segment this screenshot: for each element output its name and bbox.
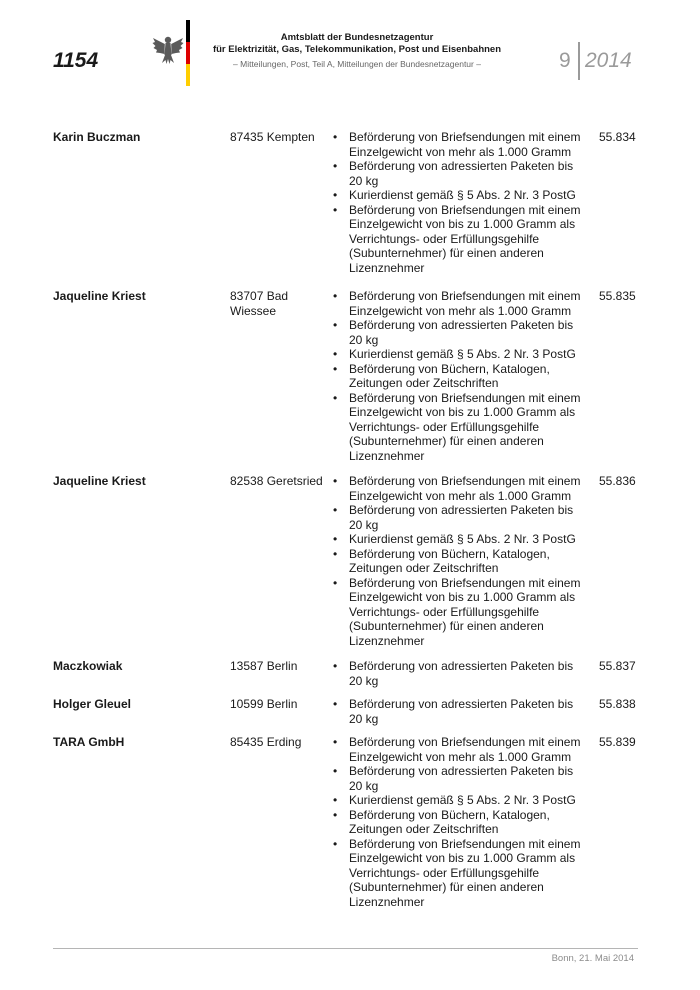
bullet-icon: • bbox=[333, 836, 338, 851]
service-text: Beförderung von adressierten Paketen bis 20 kg bbox=[349, 659, 574, 688]
license-number: 55.834 bbox=[599, 130, 636, 144]
service-text: Beförderung von Briefsendungen mit einem Einzelgewicht von mehr als 1.000 Gramm bbox=[349, 130, 581, 159]
service-text: Kurierdienst gemäß § 5 Abs. 2 Nr. 3 PostG bbox=[349, 532, 576, 546]
bullet-icon: • bbox=[333, 793, 338, 807]
licensee-list bbox=[53, 130, 638, 919]
service-item bbox=[333, 474, 588, 503]
service-text: Beförderung von Briefsendungen mit einem Einzelgewicht von mehr als 1.000 Gramm bbox=[349, 289, 581, 318]
licensee-entry bbox=[53, 474, 638, 648]
bullet-icon: • bbox=[333, 318, 338, 332]
licensee-name: Jaqueline Kriest bbox=[53, 289, 146, 303]
service-item bbox=[333, 764, 588, 793]
service-text: Beförderung von Briefsendungen mit einem Einzelgewicht von bis zu 1.000 Gramm als Verrichtungs- oder Erfüllungsgehilfe (Subunternehmer) für einen anderen Lizenznehmer bbox=[349, 202, 581, 275]
bullet-icon: • bbox=[333, 361, 338, 376]
licensee-name: TARA GmbH bbox=[53, 735, 125, 749]
licensee-entry bbox=[53, 697, 638, 726]
service-list bbox=[333, 697, 588, 726]
flag-stripe-red bbox=[186, 42, 190, 64]
service-item bbox=[333, 362, 588, 391]
bullet-icon: • bbox=[333, 474, 338, 488]
bullet-icon: • bbox=[333, 807, 338, 822]
publication-subtitle: – Mitteilungen, Post, Teil A, Mitteilungen der Bundesnetzagentur – bbox=[233, 59, 481, 69]
licensee-entry bbox=[53, 735, 638, 909]
bullet-icon: • bbox=[333, 764, 338, 778]
licensee-place: 13587 Berlin bbox=[230, 659, 298, 673]
service-item bbox=[333, 391, 588, 464]
service-text: Beförderung von Briefsendungen mit einem Einzelgewicht von bis zu 1.000 Gramm als Verrichtungs- oder Erfüllungsgehilfe (Subunternehmer) für einen anderen Lizenznehmer bbox=[349, 390, 581, 463]
service-list bbox=[333, 659, 588, 688]
service-item bbox=[333, 697, 588, 726]
licensee-place: 83707 Bad Wiessee bbox=[230, 289, 289, 318]
bullet-icon: • bbox=[333, 575, 338, 590]
licensee-name: Jaqueline Kriest bbox=[53, 474, 146, 488]
bullet-icon: • bbox=[333, 130, 338, 144]
publication-title-line2: für Elektrizität, Gas, Telekommunikation, Post und Eisenbahnen bbox=[212, 43, 502, 55]
service-text: Kurierdienst gemäß § 5 Abs. 2 Nr. 3 PostG bbox=[349, 793, 576, 807]
service-text: Beförderung von adressierten Paketen bis 20 kg bbox=[349, 159, 574, 188]
service-text: Beförderung von Briefsendungen mit einem Einzelgewicht von mehr als 1.000 Gramm bbox=[349, 735, 581, 764]
footer-rule bbox=[53, 948, 638, 949]
licensee-place: 10599 Berlin bbox=[230, 697, 298, 711]
licensee-entry bbox=[53, 659, 638, 688]
license-number: 55.838 bbox=[599, 697, 636, 711]
service-item bbox=[333, 532, 588, 547]
licensee-entry bbox=[53, 130, 638, 275]
bullet-icon: • bbox=[333, 503, 338, 517]
issue-separator bbox=[578, 42, 580, 80]
license-number: 55.837 bbox=[599, 659, 636, 673]
service-item bbox=[333, 503, 588, 532]
service-item bbox=[333, 659, 588, 688]
service-item bbox=[333, 735, 588, 764]
service-text: Beförderung von adressierten Paketen bis 20 kg bbox=[349, 318, 574, 347]
page-number: 1154 bbox=[53, 49, 99, 72]
service-item bbox=[333, 347, 588, 362]
licensee-entry bbox=[53, 289, 638, 463]
service-item bbox=[333, 808, 588, 837]
bullet-icon: • bbox=[333, 289, 338, 303]
issue-number: 9 bbox=[559, 49, 571, 72]
license-number: 55.839 bbox=[599, 735, 636, 749]
service-list bbox=[333, 735, 588, 909]
service-item bbox=[333, 318, 588, 347]
service-text: Kurierdienst gemäß § 5 Abs. 2 Nr. 3 PostG bbox=[349, 188, 576, 202]
bullet-icon: • bbox=[333, 532, 338, 546]
service-item bbox=[333, 289, 588, 318]
licensee-place: 82538 Geretsried bbox=[230, 474, 323, 488]
bullet-icon: • bbox=[333, 159, 338, 173]
service-item bbox=[333, 203, 588, 276]
service-text: Beförderung von Büchern, Katalogen, Zeitungen oder Zeitschriften bbox=[349, 546, 550, 575]
service-text: Beförderung von Briefsendungen mit einem Einzelgewicht von mehr als 1.000 Gramm bbox=[349, 474, 581, 503]
service-item bbox=[333, 576, 588, 649]
licensee-name: Holger Gleuel bbox=[53, 697, 132, 711]
service-list bbox=[333, 130, 588, 275]
service-list bbox=[333, 474, 588, 648]
service-text: Beförderung von adressierten Paketen bis 20 kg bbox=[349, 764, 574, 793]
federal-eagle-icon bbox=[151, 33, 185, 67]
service-list bbox=[333, 289, 588, 463]
publication-title-line1: Amtsblatt der Bundesnetzagentur bbox=[280, 32, 434, 43]
bullet-icon: • bbox=[333, 347, 338, 361]
bullet-icon: • bbox=[333, 202, 338, 217]
service-item bbox=[333, 130, 588, 159]
service-text: Kurierdienst gemäß § 5 Abs. 2 Nr. 3 PostG bbox=[349, 347, 576, 361]
license-number: 55.835 bbox=[599, 289, 636, 303]
flag-stripe-gold bbox=[186, 64, 190, 86]
service-text: Beförderung von Briefsendungen mit einem Einzelgewicht von bis zu 1.000 Gramm als Verrichtungs- oder Erfüllungsgehilfe (Subunternehmer) für einen anderen Lizenznehmer bbox=[349, 575, 581, 648]
service-item bbox=[333, 793, 588, 808]
bullet-icon: • bbox=[333, 735, 338, 749]
service-item bbox=[333, 837, 588, 910]
footer-date: Bonn, 21. Mai 2014 bbox=[551, 953, 634, 964]
issue-year: 2014 bbox=[585, 49, 632, 72]
bullet-icon: • bbox=[333, 659, 338, 673]
service-text: Beförderung von Briefsendungen mit einem Einzelgewicht von bis zu 1.000 Gramm als Verrichtungs- oder Erfüllungsgehilfe (Subunternehmer) für einen anderen Lizenznehmer bbox=[349, 836, 581, 909]
service-item bbox=[333, 159, 588, 188]
bullet-icon: • bbox=[333, 546, 338, 561]
service-text: Beförderung von adressierten Paketen bis 20 kg bbox=[349, 503, 574, 532]
bullet-icon: • bbox=[333, 188, 338, 202]
service-item bbox=[333, 547, 588, 576]
service-text: Beförderung von adressierten Paketen bis 20 kg bbox=[349, 697, 574, 726]
flag-stripe-black bbox=[186, 20, 190, 42]
licensee-place: 87435 Kempten bbox=[230, 130, 315, 144]
service-text: Beförderung von Büchern, Katalogen, Zeitungen oder Zeitschriften bbox=[349, 361, 550, 390]
service-item bbox=[333, 188, 588, 203]
licensee-name: Karin Buczman bbox=[53, 130, 141, 144]
publication-title bbox=[200, 32, 514, 55]
license-number: 55.836 bbox=[599, 474, 636, 488]
licensee-place: 85435 Erding bbox=[230, 735, 302, 749]
bullet-icon: • bbox=[333, 697, 338, 711]
service-text: Beförderung von Büchern, Katalogen, Zeitungen oder Zeitschriften bbox=[349, 807, 550, 836]
flag-bar bbox=[186, 20, 190, 86]
licensee-name: Maczkowiak bbox=[53, 659, 123, 673]
bullet-icon: • bbox=[333, 390, 338, 405]
